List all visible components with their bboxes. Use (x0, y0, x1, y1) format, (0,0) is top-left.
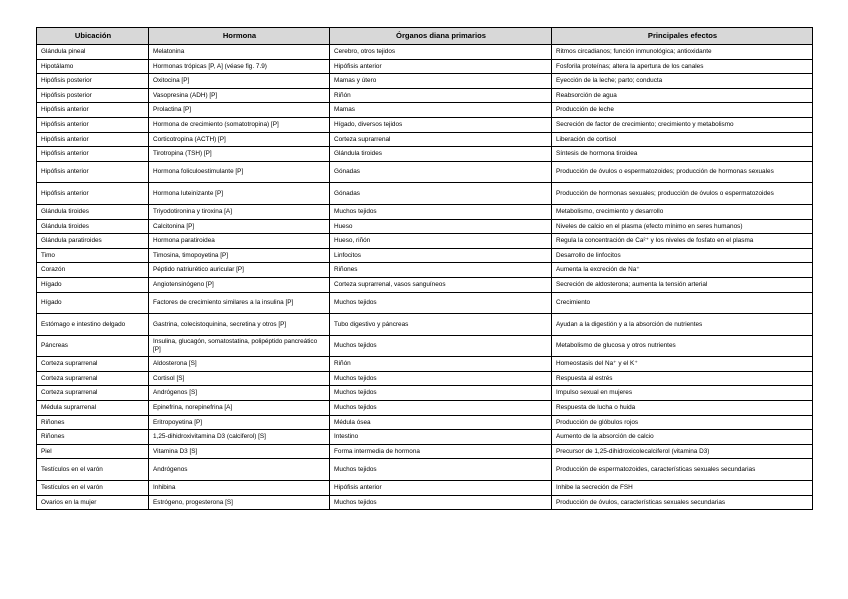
table-row (37, 335, 813, 357)
cell-hormone: Gastrina, colecistoquinina, secretina y otros [P] (149, 314, 330, 336)
cell-location: Piel (37, 444, 149, 459)
table-row (37, 147, 813, 162)
cell-main-effect: Ritmos circadianos; función inmunológica; antioxidante (552, 45, 813, 60)
table-row (37, 386, 813, 401)
cell-hormone: Hormonas trópicas [P, A] (véase fig. 7.9) (149, 59, 330, 74)
cell-target-organs: Glándula tiroides (330, 147, 552, 162)
cell-location: Testículos en el varón (37, 459, 149, 481)
cell-main-effect: Producción de óvulos o espermatozoides; producción de hormonas sexuales (552, 161, 813, 183)
table-row (37, 103, 813, 118)
cell-target-organs: Tubo digestivo y páncreas (330, 314, 552, 336)
cell-target-organs: Hígado, diversos tejidos (330, 117, 552, 132)
cell-main-effect: Producción de leche (552, 103, 813, 118)
cell-hormone: Calcitonina [P] (149, 219, 330, 234)
cell-target-organs: Corteza suprarrenal, vasos sanguíneos (330, 277, 552, 292)
cell-hormone: Inhibina (149, 481, 330, 496)
table-row (37, 314, 813, 336)
cell-hormone: Triyodotironina y tiroxina [A] (149, 204, 330, 219)
cell-main-effect: Metabolismo, crecimiento y desarrollo (552, 204, 813, 219)
cell-hormone: Oxitocina [P] (149, 74, 330, 89)
cell-main-effect: Fosforila proteínas; altera la apertura de los canales (552, 59, 813, 74)
table-row (37, 204, 813, 219)
cell-location: Glándula pineal (37, 45, 149, 60)
cell-hormone: Insulina, glucagón, somatostatina, polipéptido pancreático [P] (149, 335, 330, 357)
table-row (37, 430, 813, 445)
cell-location: Hipófisis posterior (37, 88, 149, 103)
cell-target-organs: Riñón (330, 88, 552, 103)
cell-target-organs: Riñón (330, 357, 552, 372)
cell-location: Corteza suprarrenal (37, 357, 149, 372)
table-row (37, 234, 813, 249)
table-row (37, 444, 813, 459)
cell-main-effect: Liberación de cortisol (552, 132, 813, 147)
cell-hormone: Angiotensinógeno [P] (149, 277, 330, 292)
header-main-effects: Principales efectos (552, 28, 813, 45)
table-row (37, 74, 813, 89)
table-row (37, 292, 813, 314)
cell-location: Hipófisis anterior (37, 132, 149, 147)
cell-hormone: Aldosterona [S] (149, 357, 330, 372)
cell-main-effect: Respuesta de lucha o huida (552, 401, 813, 416)
header-target-organs: Órganos diana primarios (330, 28, 552, 45)
cell-main-effect: Crecimiento (552, 292, 813, 314)
cell-hormone: Péptido natriurético auricular [P] (149, 263, 330, 278)
table-row (37, 357, 813, 372)
cell-main-effect: Secreción de aldosterona; aumenta la tensión arterial (552, 277, 813, 292)
cell-target-organs: Hipófisis anterior (330, 59, 552, 74)
cell-location: Glándula tiroides (37, 204, 149, 219)
cell-hormone: 1,25-dihidroxivitamina D3 (calciferol) [S] (149, 430, 330, 445)
cell-hormone: Eritropoyetina [P] (149, 415, 330, 430)
cell-main-effect: Producción de hormonas sexuales; producción de óvulos o espermatozoides (552, 183, 813, 205)
table-row (37, 183, 813, 205)
cell-main-effect: Inhibe la secreción de FSH (552, 481, 813, 496)
table-row (37, 117, 813, 132)
cell-main-effect: Reabsorción de agua (552, 88, 813, 103)
cell-main-effect: Regula la concentración de Ca²⁺ y los niveles de fosfato en el plasma (552, 234, 813, 249)
cell-main-effect: Síntesis de hormona tiroidea (552, 147, 813, 162)
cell-target-organs: Muchos tejidos (330, 371, 552, 386)
cell-target-organs: Intestino (330, 430, 552, 445)
cell-hormone: Hormona luteinizante [P] (149, 183, 330, 205)
cell-location: Glándula paratiroides (37, 234, 149, 249)
header-location: Ubicación (37, 28, 149, 45)
cell-main-effect: Metabolismo de glucosa y otros nutrientes (552, 335, 813, 357)
hormone-table (36, 27, 813, 510)
cell-hormone: Prolactina [P] (149, 103, 330, 118)
cell-location: Timo (37, 248, 149, 263)
cell-location: Testículos en el varón (37, 481, 149, 496)
cell-location: Páncreas (37, 335, 149, 357)
table-body (37, 45, 813, 510)
cell-target-organs: Forma intermedia de hormona (330, 444, 552, 459)
cell-main-effect: Producción de glóbulos rojos (552, 415, 813, 430)
cell-target-organs: Hueso, riñón (330, 234, 552, 249)
cell-location: Riñones (37, 430, 149, 445)
cell-hormone: Andrógenos (149, 459, 330, 481)
table-row (37, 45, 813, 60)
cell-location: Estómago e intestino delgado (37, 314, 149, 336)
table-row (37, 88, 813, 103)
cell-hormone: Cortisol [S] (149, 371, 330, 386)
cell-hormone: Vitamina D3 [S] (149, 444, 330, 459)
cell-target-organs: Muchos tejidos (330, 386, 552, 401)
cell-main-effect: Desarrollo de linfocitos (552, 248, 813, 263)
cell-main-effect: Aumenta la excreción de Na⁺ (552, 263, 813, 278)
cell-main-effect: Precursor de 1,25-dihidroxicolecalciferol (vitamina D3) (552, 444, 813, 459)
cell-hormone: Epinefrina, norepinefrina [A] (149, 401, 330, 416)
cell-hormone: Factores de crecimiento similares a la insulina [P] (149, 292, 330, 314)
table-row (37, 459, 813, 481)
cell-main-effect: Respuesta al estrés (552, 371, 813, 386)
cell-main-effect: Impulso sexual en mujeres (552, 386, 813, 401)
table-row (37, 371, 813, 386)
cell-hormone: Timosina, timopoyetina [P] (149, 248, 330, 263)
cell-location: Glándula tiroides (37, 219, 149, 234)
cell-target-organs: Riñones (330, 263, 552, 278)
cell-location: Corazón (37, 263, 149, 278)
table-row (37, 248, 813, 263)
table-row (37, 161, 813, 183)
cell-location: Hipófisis anterior (37, 103, 149, 118)
cell-target-organs: Gónadas (330, 161, 552, 183)
cell-main-effect: Homeostasis del Na⁺ y el K⁺ (552, 357, 813, 372)
cell-main-effect: Niveles de calcio en el plasma (efecto mínimo en seres humanos) (552, 219, 813, 234)
cell-hormone: Andrógenos [S] (149, 386, 330, 401)
cell-target-organs: Muchos tejidos (330, 495, 552, 510)
cell-hormone: Tirotropina (TSH) [P] (149, 147, 330, 162)
cell-target-organs: Mamas y útero (330, 74, 552, 89)
cell-main-effect: Aumento de la absorción de calcio (552, 430, 813, 445)
cell-target-organs: Mamas (330, 103, 552, 118)
table-row (37, 132, 813, 147)
cell-hormone: Hormona foliculoestimulante [P] (149, 161, 330, 183)
cell-location: Hipófisis posterior (37, 74, 149, 89)
header-hormone: Hormona (149, 28, 330, 45)
cell-location: Corteza suprarrenal (37, 371, 149, 386)
cell-hormone: Vasopresina (ADH) [P] (149, 88, 330, 103)
cell-target-organs: Corteza suprarrenal (330, 132, 552, 147)
cell-target-organs: Muchos tejidos (330, 459, 552, 481)
cell-location: Hipófisis anterior (37, 161, 149, 183)
cell-location: Hígado (37, 292, 149, 314)
header-row (37, 28, 813, 45)
cell-target-organs: Hueso (330, 219, 552, 234)
cell-hormone: Melatonina (149, 45, 330, 60)
cell-main-effect: Eyección de la leche; parto; conducta (552, 74, 813, 89)
cell-main-effect: Ayudan a la digestión y a la absorción de nutrientes (552, 314, 813, 336)
cell-main-effect: Producción de óvulos, características sexuales secundarias (552, 495, 813, 510)
cell-hormone: Hormona de crecimiento (somatotropina) [P] (149, 117, 330, 132)
table-row (37, 59, 813, 74)
cell-target-organs: Cerebro, otros tejidos (330, 45, 552, 60)
cell-target-organs: Hipófisis anterior (330, 481, 552, 496)
cell-hormone: Corticotropina (ACTH) [P] (149, 132, 330, 147)
cell-hormone: Estrógeno, progesterona [S] (149, 495, 330, 510)
table-row (37, 481, 813, 496)
cell-location: Corteza suprarrenal (37, 386, 149, 401)
table-row (37, 495, 813, 510)
cell-main-effect: Producción de espermatozoides, características sexuales secundarias (552, 459, 813, 481)
table-row (37, 401, 813, 416)
table-row (37, 263, 813, 278)
cell-target-organs: Linfocitos (330, 248, 552, 263)
cell-location: Hipófisis anterior (37, 183, 149, 205)
table-row (37, 415, 813, 430)
cell-location: Riñones (37, 415, 149, 430)
table-row (37, 277, 813, 292)
cell-target-organs: Médula ósea (330, 415, 552, 430)
cell-hormone: Hormona paratiroidea (149, 234, 330, 249)
cell-target-organs: Muchos tejidos (330, 335, 552, 357)
cell-location: Hígado (37, 277, 149, 292)
table-row (37, 219, 813, 234)
cell-location: Hipotálamo (37, 59, 149, 74)
cell-location: Hipófisis anterior (37, 147, 149, 162)
cell-main-effect: Secreción de factor de crecimiento; crecimiento y metabolismo (552, 117, 813, 132)
cell-target-organs: Muchos tejidos (330, 401, 552, 416)
cell-location: Hipófisis anterior (37, 117, 149, 132)
cell-target-organs: Gónadas (330, 183, 552, 205)
cell-location: Médula suprarrenal (37, 401, 149, 416)
cell-location: Ovarios en la mujer (37, 495, 149, 510)
cell-target-organs: Muchos tejidos (330, 292, 552, 314)
cell-target-organs: Muchos tejidos (330, 204, 552, 219)
